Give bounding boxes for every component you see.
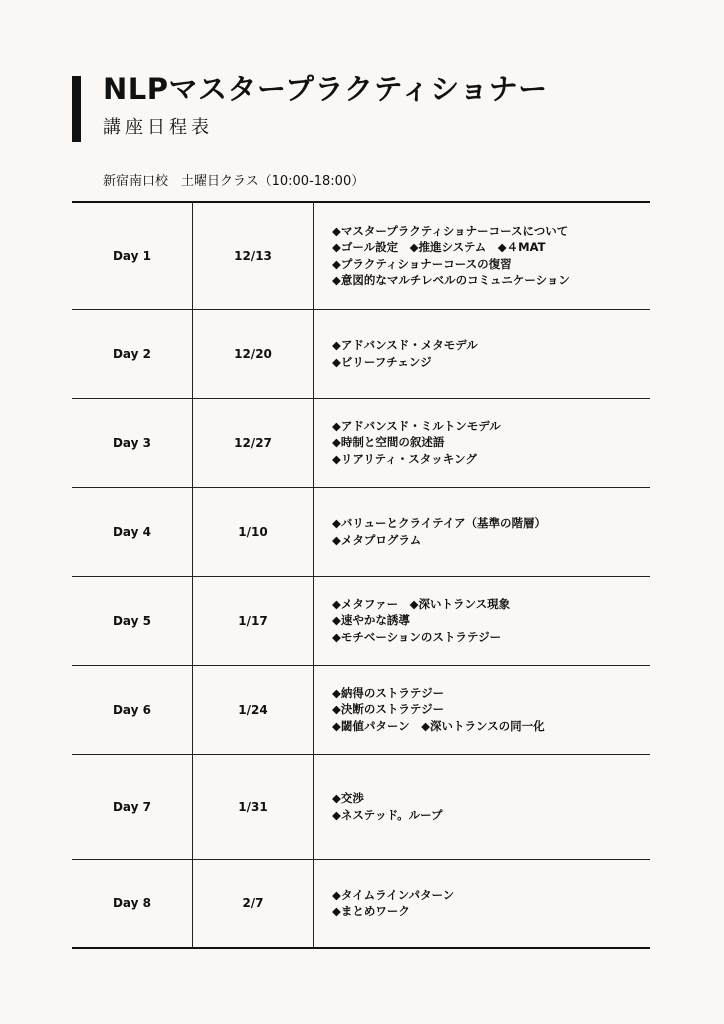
topic-item: ◆まとめワーク (332, 904, 410, 919)
topics-cell (314, 202, 651, 309)
day-cell: Day 3 (72, 398, 193, 487)
date-cell: 1/10 (193, 487, 314, 576)
table-row (72, 859, 650, 948)
table-row (72, 576, 650, 665)
topic-item: ◆モチベーションのストラテジー (332, 629, 502, 644)
page-title: NLPマスタープラクティショナー (103, 72, 548, 106)
topic-item: ◆ネステッド。ループ (332, 807, 443, 822)
day-cell: Day 8 (72, 859, 193, 948)
topics-cell (314, 309, 651, 398)
date-cell: 12/27 (193, 398, 314, 487)
page-subtitle: 講座日程表 (103, 117, 213, 138)
topic-item: ◆ゴール設定 ◆推進システム ◆４MAT (332, 240, 546, 255)
table-row (72, 309, 650, 398)
day-cell: Day 5 (72, 576, 193, 665)
topic-item: ◆決断のストラテジー (332, 702, 445, 717)
date-cell: 12/13 (193, 202, 314, 309)
topics-cell (314, 665, 651, 754)
topic-item: ◆アドバンスド・メタモデル (332, 338, 478, 352)
day-cell: Day 7 (72, 754, 193, 859)
date-cell: 1/24 (193, 665, 314, 754)
table-row (72, 754, 650, 859)
table-row (72, 665, 650, 754)
topic-item: ◆交渉 (332, 791, 364, 805)
date-cell: 1/31 (193, 754, 314, 859)
table-row (72, 202, 650, 309)
day-cell: Day 1 (72, 202, 193, 309)
day-cell: Day 4 (72, 487, 193, 576)
topic-item: ◆速やかな誘導 (332, 613, 410, 628)
topic-item: ◆マスタープラクティショナーコースについて (332, 223, 569, 238)
topic-item: ◆アドバンスド・ミルトンモデル (332, 418, 501, 433)
topic-item: ◆リアリティ・スタッキング (332, 451, 477, 466)
topic-item: ◆ビリーフチェンジ (332, 354, 432, 369)
schedule-table (72, 201, 650, 949)
topic-item: ◆メタプログラム (332, 532, 422, 547)
topic-item: ◆閾値パターン ◆深いトランスの同一化 (332, 718, 545, 733)
topic-item: ◆納得のストラテジー (332, 685, 445, 700)
date-cell: 12/20 (193, 309, 314, 398)
topics-cell (314, 398, 651, 487)
date-cell: 1/17 (193, 576, 314, 665)
title-accent-bar (72, 76, 81, 142)
table-row (72, 487, 650, 576)
topics-cell (314, 859, 651, 948)
topics-cell (314, 576, 651, 665)
table-row (72, 398, 650, 487)
day-cell: Day 6 (72, 665, 193, 754)
topic-item: ◆意図的なマルチレベルのコミュニケーション (332, 273, 570, 288)
topic-item: ◆プラクティショナーコースの復習 (332, 256, 512, 271)
topics-cell (314, 754, 651, 859)
topics-cell (314, 487, 651, 576)
topic-item: ◆メタファー ◆深いトランス現象 (332, 596, 511, 611)
class-info: 新宿南口校 土曜日クラス（10:00-18:00） (103, 174, 365, 189)
topic-item: ◆バリューとクライテイア（基準の階層） (332, 516, 547, 530)
topic-item: ◆時制と空間の叙述語 (332, 435, 445, 450)
day-cell: Day 2 (72, 309, 193, 398)
topic-item: ◆タイムラインパターン (332, 887, 455, 902)
date-cell: 2/7 (193, 859, 314, 948)
